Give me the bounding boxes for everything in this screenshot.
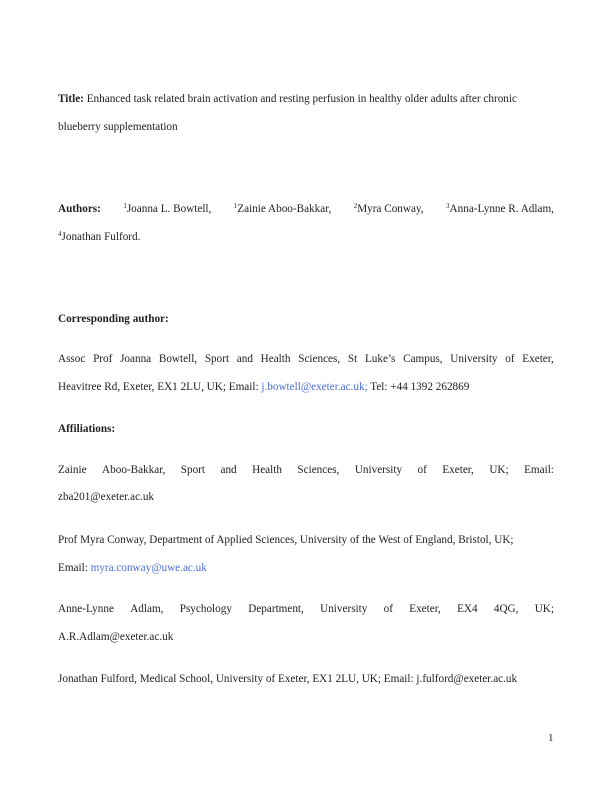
word: UK; — [534, 603, 554, 615]
corresponding-heading: Corresponding author: — [58, 313, 169, 325]
word: Campus, — [403, 353, 443, 365]
corresponding-tel: Tel: +44 1392 262869 — [370, 381, 470, 393]
word: Bowtell, — [158, 353, 198, 365]
word: of — [505, 353, 515, 365]
word: Prof — [93, 353, 113, 365]
affiliation-2-email-link[interactable]: myra.conway@uwe.ac.uk — [90, 562, 207, 574]
title-line-2 — [58, 120, 178, 134]
author-2 — [234, 202, 332, 216]
title-label: Title: — [58, 93, 84, 105]
word: Luke’s — [364, 353, 396, 365]
author-4-sup: 3 — [446, 202, 450, 210]
word: Joanna — [120, 353, 152, 365]
affiliation-3-line-2: A.R.Adlam@exeter.ac.uk — [58, 631, 174, 643]
word: EX4 — [457, 603, 478, 615]
word: Exeter, — [442, 464, 474, 476]
corresponding-email-label: Heavitree Rd, Exeter, EX1 2LU, UK; Email: — [58, 381, 259, 393]
word: Psychology — [179, 603, 232, 615]
corresponding-email-link[interactable]: j.bowtell@exeter.ac.uk; — [261, 381, 368, 393]
author-1 — [123, 202, 211, 216]
corresponding-line-1 — [58, 352, 554, 366]
word: Assoc — [58, 353, 86, 365]
word: Zainie — [58, 464, 87, 476]
author-2-name: Zainie Aboo-Bakkar, — [237, 203, 332, 215]
affiliation-4-line-1: Jonathan Fulford, Medical School, University of Exeter, EX1 2LU, UK; Email: j.fulford@exeter.ac.uk — [58, 673, 518, 685]
affiliation-3-line-1 — [58, 602, 554, 616]
affiliation-2-line-2 — [58, 561, 207, 575]
title-text-2: blueberry supplementation — [58, 121, 178, 133]
word: Health — [260, 353, 291, 365]
word: Sport — [180, 464, 206, 476]
word: 4QG, — [493, 603, 519, 615]
authors-label: Authors: — [58, 203, 101, 215]
title-text-1: Enhanced task related brain activation and resting perfusion in healthy older adults after chronic — [86, 93, 517, 105]
word: Department, — [248, 603, 304, 615]
author-3-name: Myra Conway, — [357, 203, 424, 215]
word: University — [354, 464, 403, 476]
word: St — [347, 353, 358, 365]
authors-line-1 — [58, 202, 554, 216]
word: University — [320, 603, 368, 615]
author-3 — [354, 202, 424, 216]
authors-line-2 — [58, 230, 140, 244]
corresponding-line-2 — [58, 380, 469, 394]
word: Email: — [524, 464, 554, 476]
word: Anne-Lynne — [58, 603, 114, 615]
author-5-name: Jonathan Fulford. — [61, 231, 141, 243]
word: and — [236, 353, 253, 365]
title-line-1 — [58, 92, 517, 106]
author-1-sup: 1 — [123, 202, 127, 210]
author-2-sup: 1 — [233, 202, 238, 210]
author-4-name: Anna-Lynne R. Adlam, — [449, 203, 554, 215]
word: of — [417, 464, 427, 476]
word: Exeter, — [522, 353, 554, 365]
affiliation-1-line-2: zba201@exeter.ac.uk — [58, 491, 155, 503]
word: Health — [252, 464, 282, 476]
word: Adlam, — [130, 603, 164, 615]
word: Sciences, — [298, 353, 341, 365]
affiliation-1-line-1 — [58, 463, 554, 477]
word: UK; — [489, 464, 509, 476]
affiliation-2-line-1: Prof Myra Conway, Department of Applied Sciences, University of the West of England, Bristol, UK; — [58, 534, 514, 546]
word: Sport — [204, 353, 230, 365]
affiliations-heading: Affiliations: — [58, 423, 116, 435]
author-5-sup: 4 — [58, 230, 62, 238]
word: Exeter, — [409, 603, 441, 615]
word: University — [450, 353, 498, 365]
word: and — [220, 464, 237, 476]
affiliation-2-email-label: Email: — [58, 562, 88, 574]
author-1-name: Joanna L. Bowtell, — [126, 203, 212, 215]
word: Aboo-Bakkar, — [102, 464, 166, 476]
author-4 — [446, 202, 554, 216]
word: of — [383, 603, 393, 615]
author-5 — [58, 231, 140, 243]
author-3-sup: 2 — [353, 202, 358, 210]
word: Sciences, — [297, 464, 340, 476]
page-number: 1 — [548, 732, 554, 744]
